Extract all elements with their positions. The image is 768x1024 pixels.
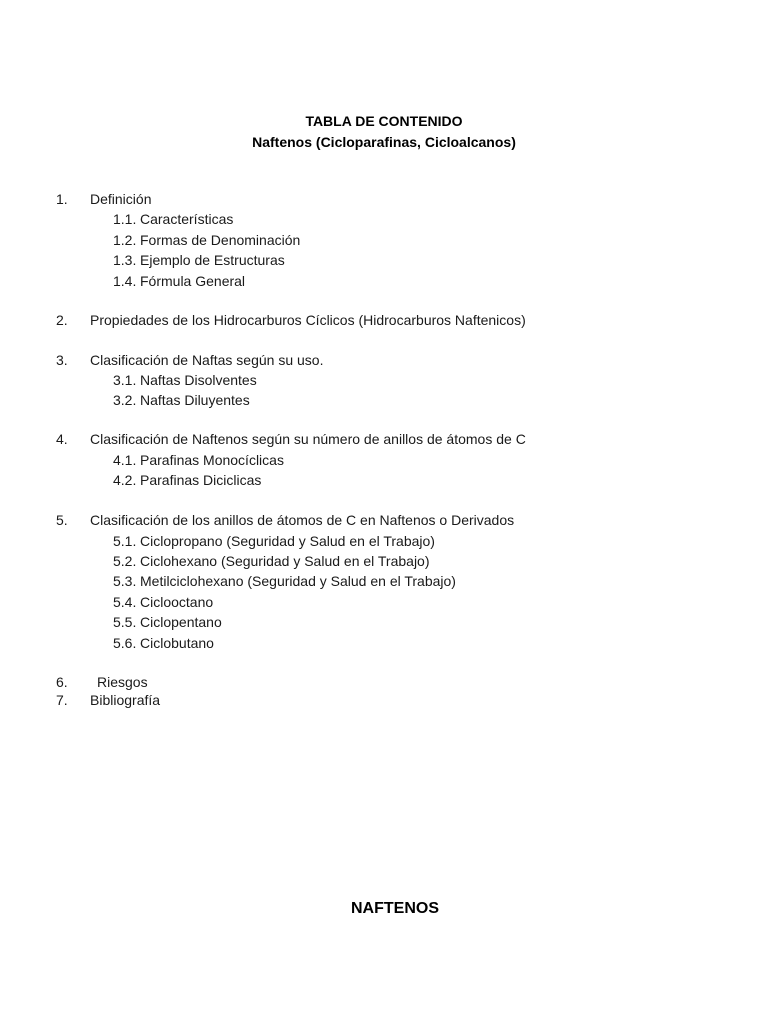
- toc-item-number: 4.1.: [113, 452, 137, 468]
- toc-item-number: 5.3.: [113, 573, 137, 589]
- toc-item: [113, 552, 430, 570]
- toc-section-number: 6.: [56, 674, 68, 690]
- toc-section-label: Propiedades de los Hidrocarburos Cíclicos (Hidrocarburos Naftenicos): [90, 312, 526, 328]
- toc-section-label: Bibliografía: [90, 692, 161, 708]
- toc-section-number: 5.: [56, 512, 68, 528]
- toc-item: [113, 371, 257, 389]
- toc-item: [113, 231, 300, 249]
- toc-item-label: Parafinas Diciclicas: [140, 472, 262, 488]
- toc-item: [113, 471, 261, 489]
- toc-item: [113, 391, 250, 409]
- section-heading: NAFTENOS: [351, 900, 439, 917]
- toc-item-label: Fórmula General: [140, 273, 246, 289]
- toc-item-label: Características: [140, 211, 234, 227]
- toc-item-label: Ciclohexano (Seguridad y Salud en el Trabajo): [140, 553, 430, 569]
- toc-section-number: 2.: [56, 312, 68, 328]
- toc-section-number: 7.: [56, 692, 68, 708]
- toc-item-label: Ciclopropano (Seguridad y Salud en el Trabajo): [140, 533, 435, 549]
- toc-section-label: Clasificación de Naftas según su uso.: [90, 352, 324, 368]
- toc-section-label: Clasificación de los anillos de átomos de C en Naftenos o Derivados: [90, 512, 515, 528]
- toc-item-number: 3.1.: [113, 372, 137, 388]
- toc-section-number: 3.: [56, 352, 68, 368]
- toc-subtitle: Naftenos (Cicloparafinas, Cicloalcanos): [252, 134, 516, 150]
- toc-item-number: 5.6.: [113, 635, 137, 651]
- toc-item-number: 5.1.: [113, 533, 137, 549]
- toc-section-number: 4.: [56, 431, 68, 447]
- toc-item: [113, 532, 435, 550]
- toc-item-label: Ciclooctano: [140, 594, 214, 610]
- toc-section-label: Riesgos: [97, 674, 148, 690]
- toc-item-number: 1.2.: [113, 232, 137, 248]
- toc-item-number: 5.5.: [113, 614, 137, 630]
- toc-item-number: 3.2.: [113, 392, 137, 408]
- toc-item-label: Ejemplo de Estructuras: [140, 252, 285, 268]
- toc-item-number: 4.2.: [113, 472, 137, 488]
- toc-item: [113, 634, 214, 652]
- toc-item-label: Naftas Diluyentes: [140, 392, 250, 408]
- toc-item-label: Ciclopentano: [140, 614, 222, 630]
- toc-item: [113, 572, 456, 590]
- toc-item-label: Naftas Disolventes: [140, 372, 257, 388]
- toc-item-label: Metilciclohexano (Seguridad y Salud en el Trabajo): [140, 573, 456, 589]
- toc-item-number: 5.2.: [113, 553, 137, 569]
- toc-item: [113, 272, 245, 290]
- toc-item-label: Ciclobutano: [140, 635, 214, 651]
- toc-item-number: 1.3.: [113, 252, 137, 268]
- toc-item: [113, 251, 285, 269]
- toc-item: [113, 593, 213, 611]
- toc-item: [113, 451, 284, 469]
- toc-item: [113, 210, 233, 228]
- toc-section-label: Definición: [90, 191, 152, 207]
- toc-section-label: Clasificación de Naftenos según su número de anillos de átomos de C: [90, 431, 526, 447]
- toc-item-number: 5.4.: [113, 594, 137, 610]
- toc-item-number: 1.4.: [113, 273, 137, 289]
- toc-item-label: Parafinas Monocíclicas: [140, 452, 284, 468]
- toc-item-number: 1.1.: [113, 211, 137, 227]
- toc-section-number: 1.: [56, 191, 68, 207]
- toc-item-label: Formas de Denominación: [140, 232, 301, 248]
- toc-item: [113, 613, 222, 631]
- toc-title: TABLA DE CONTENIDO: [305, 113, 463, 129]
